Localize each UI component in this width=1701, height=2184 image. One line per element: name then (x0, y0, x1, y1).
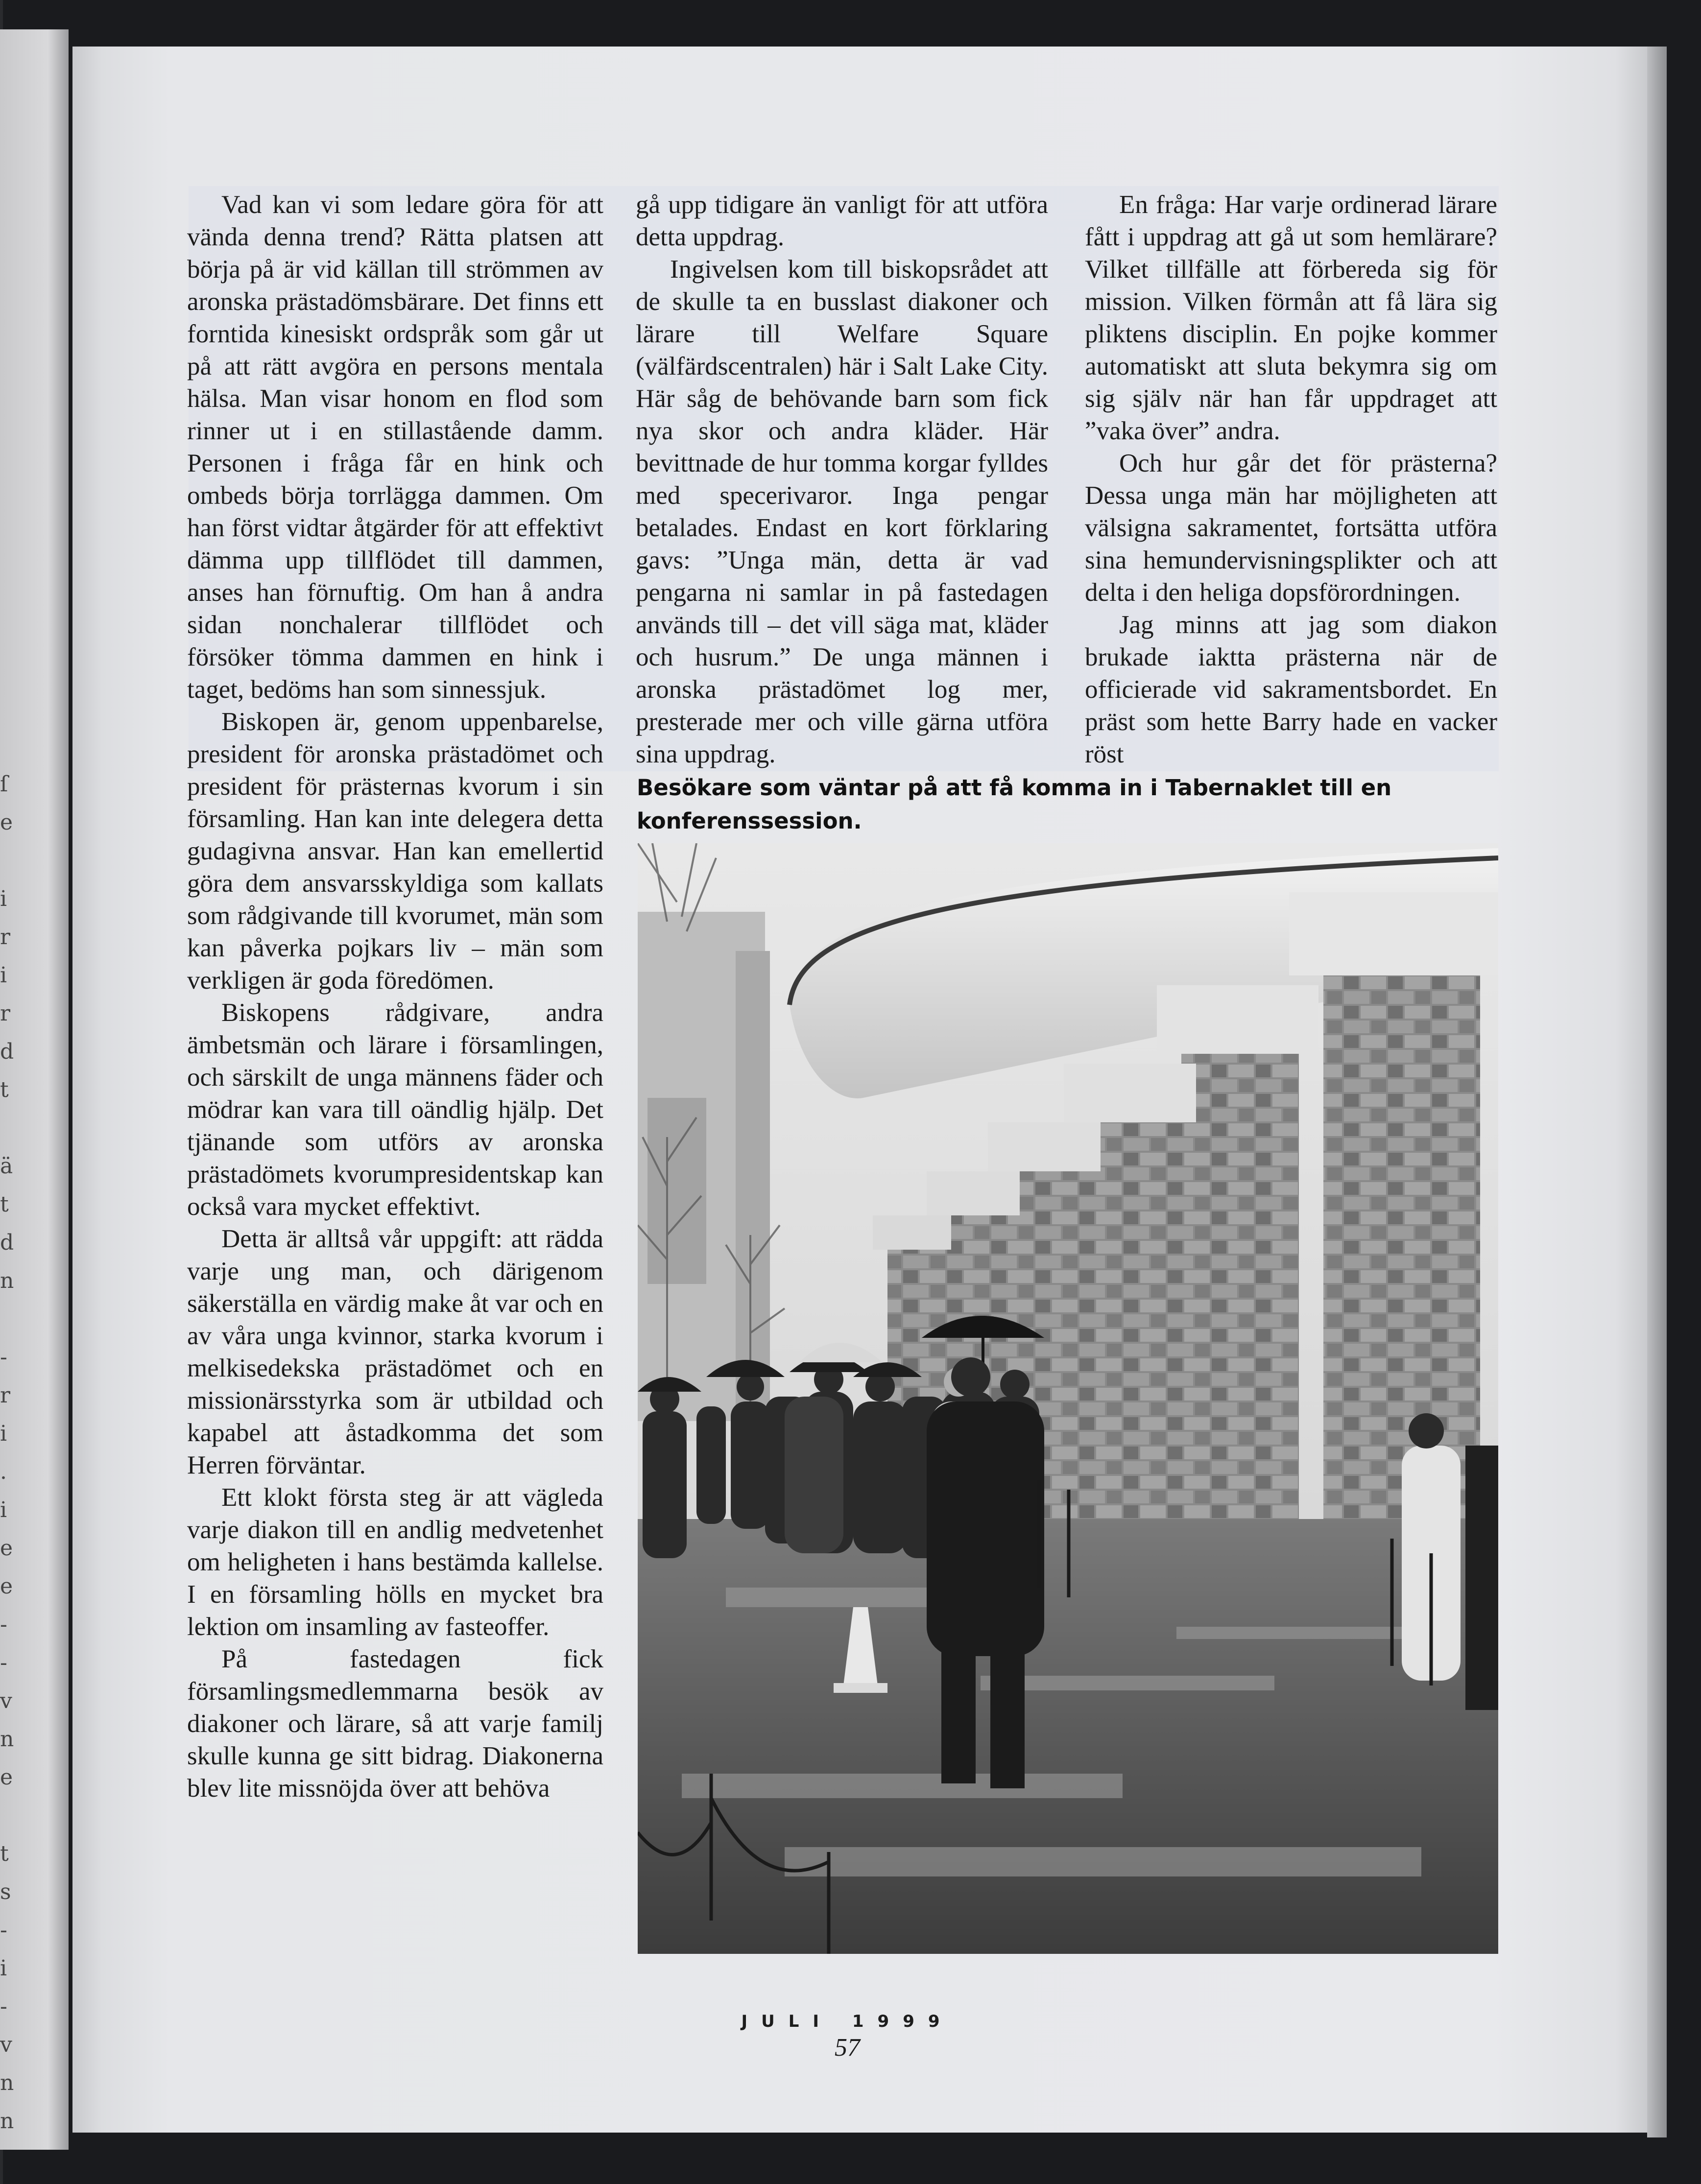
facing-page-letter: . (0, 1459, 7, 1484)
facing-page-letter: ä (0, 1154, 13, 1179)
facing-page-letter: - (0, 1612, 7, 1637)
facing-page-letter: t (0, 1077, 9, 1102)
paragraph: Biskopens rådgivare, andra ämbetsmän och lärare i församlingen, och särskilt de unga männens fäder och mödrar kan vara till oändlig hjälp. Det tjänande som utförs av aronska prästadömets kvorumpresidentskap kan också vara mycket effektivt. (187, 998, 603, 1221)
facing-page-letter (0, 1117, 15, 1156)
paragraph: En fråga: Har varje ordinerad lärare fått i uppdrag att gå ut som hemlärare? Vilket tillfälle att förbereda sig för mission. Vilken förmån att få lära sig pliktens disciplin. En pojke kommer automatiskt att sluta bekymra sig om sig själv när han får uppdraget att ”vaka över” andra. (1085, 190, 1497, 445)
facing-page-letter: e (0, 1765, 13, 1790)
paragraph: Biskopen är, genom uppenbarelse, president för aronska prästadömet och president för prästernas kvorum i sin församling. Han kan inte delegera detta gudagivna ansvar. Han kan emellertid göra dem ansvarsskyldiga som kallats som rådgivande till kvorumet, män som kan påverka pojkars liv – män som verkligen är goda föredömen. (187, 708, 603, 995)
facing-page-letter: i (0, 1956, 7, 1981)
facing-page-letter: n (0, 1727, 14, 1752)
footer-issue-date: JULI 1999 (741, 2012, 954, 2031)
facing-page-letter: - (0, 1345, 7, 1370)
facing-page-letter: i (0, 886, 7, 911)
facing-page-letter: t (0, 1841, 9, 1866)
paragraph: På fastedagen fick församlingsmedlemmarna besök av diakoner och lärare, så att varje familj skulle kunna ge sitt bidrag. Diakonerna blev lite missnöjda över att behöva (187, 1645, 603, 1803)
facing-page-letter: e (0, 810, 13, 835)
facing-page-letter: e (0, 1574, 13, 1599)
facing-page-letter: e (0, 1536, 13, 1561)
paragraph: gå upp tidigare än vanligt för att utföra detta uppdrag. (636, 190, 1048, 251)
facing-page-letter: i (0, 1421, 7, 1446)
facing-page-letter: r (0, 925, 11, 950)
facing-page-letter: - (0, 1650, 7, 1675)
text-column-1 (187, 189, 603, 1804)
facing-page-letter: i (0, 1497, 7, 1522)
facing-page-letter: - (0, 1994, 7, 2019)
facing-page-letter: d (0, 1039, 14, 1064)
facing-page-letter: v (0, 1688, 12, 1713)
facing-page-letter: r (0, 1383, 11, 1408)
facing-page-letter (0, 1308, 15, 1347)
facing-page-letter: t (0, 1192, 9, 1217)
facing-page-letter: i (0, 963, 7, 988)
page-right-edge (1647, 47, 1667, 2137)
paragraph: Jag minns att jag som diakon brukade iaktta prästerna när de officierade vid sakramentsbordet. En präst som hette Barry hade en vacker röst (1085, 611, 1497, 768)
facing-page-letter: ſ (0, 772, 8, 797)
paragraph: Ett klokt första steg är att vägleda varje diakon till en andlig medvetenhet om heligheten i hans bestämda kallelse. I en församling hölls en mycket bra lektion om insamling av fasteoffer. (187, 1483, 603, 1641)
facing-page-letter (0, 850, 15, 888)
facing-page-letter: - (0, 1918, 7, 1943)
facing-page-letter: n (0, 1268, 14, 1293)
page-number: 57 (835, 2034, 860, 2062)
paragraph: Och hur går det för prästerna? Dessa unga män har möjligheten att välsigna sakramentet, fortsätta utföra sina hemundervisningsplikter och att delta i den heliga dopsförordningen. (1085, 449, 1497, 607)
facing-page-letter: n (0, 2070, 14, 2095)
facing-page-letter (0, 1805, 15, 1843)
facing-page-letter: d (0, 1230, 14, 1255)
paragraph: Ingivelsen kom till biskopsrådet att de skulle ta en busslast diakoner och lärare till Welfare Square (välfärdscentralen) här i Salt Lake City. Här såg de behövande barn som fick nya skor och andra kläder. Här bevittnade de hur tomma korgar fylldes med specerivaror. Inga pengar betalades. Endast en kort förklaring gavs: ”Unga män, detta är vad pengarna ni samlar in på fastedagen används till – det vill säga mat, kläder och husrum.” De unga männen i aronska prästadömet log mer, presterade mer och ville gärna utföra sina uppdrag. (636, 255, 1048, 768)
text-column-2 (636, 189, 1048, 770)
facing-page-letter: n (0, 2109, 14, 2134)
paragraph: Vad kan vi som ledare göra för att vända denna trend? Rätta platsen att börja på är vid källan till strömmen av aronska prästadömsbärare. Det finns ett forntida kinesiskt ordspråk som går ut på att rätt avgöra en persons mentala hälsa. Man visar honom en flod som rinner ut i en stillastående damm. Personen i fråga får en hink och ombeds börja torrlägga dammen. Om han först vidtar åtgärder för att effektivt dämma upp tillflödet till dammen, anses han förnuftig. Om han å andra sidan nonchalerar tillflödet och försöker tömma dammen en hink i taget, bedöms han som sinnessjuk. (187, 190, 603, 704)
tabernacle-queue-photo (638, 843, 1498, 1954)
paragraph: Detta är alltså vår uppgift: att rädda varje ung man, och därigenom säkerställa en värdig make åt var och en av våra unga kvinnor, starka kvorum i melkisedekska prästadömet och en missionärsstyrka som är utbildad och kapabel att åstadkomma det som Herren förväntar. (187, 1225, 603, 1479)
facing-page-letter: s (0, 1879, 11, 1904)
facing-page-margin-letters (0, 774, 15, 2149)
facing-page-letter: r (0, 1001, 11, 1026)
facing-page-letter: v (0, 2032, 12, 2057)
text-column-3 (1085, 189, 1497, 770)
photo-caption: Besökare som väntar på att få komma in i Tabernaklet till en konferenssession. (637, 775, 1392, 834)
